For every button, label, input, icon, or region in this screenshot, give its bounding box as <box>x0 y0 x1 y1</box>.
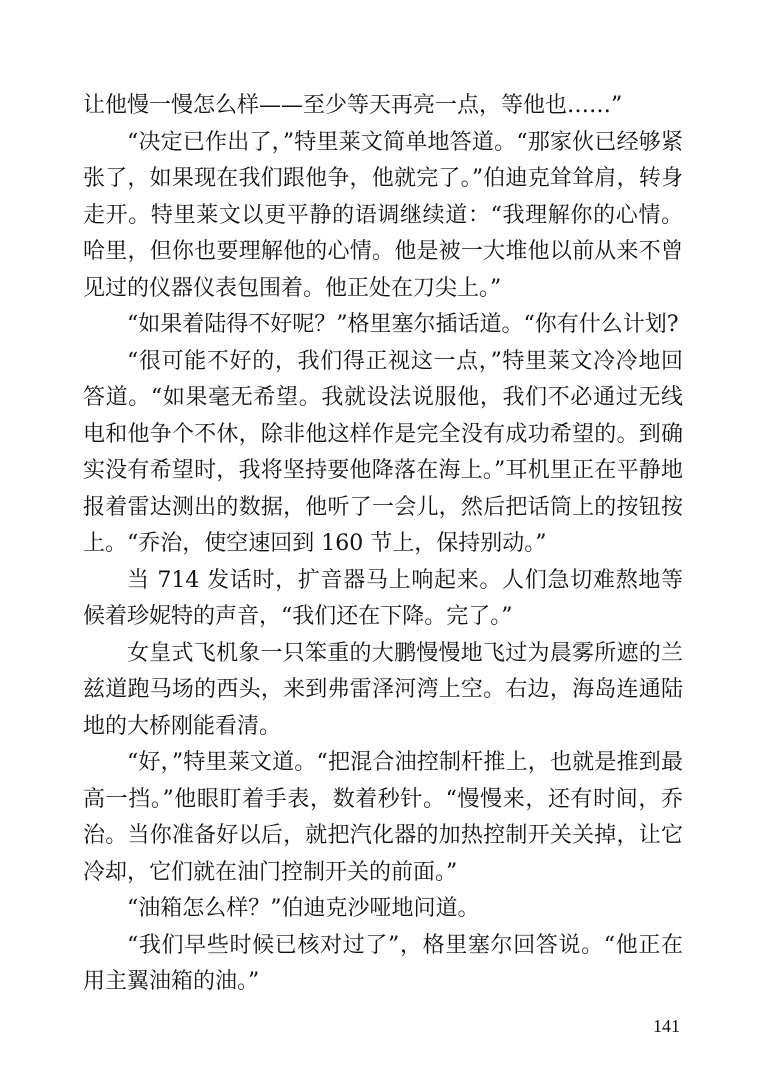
paragraph-3: “如果着陆得不好呢？”格里塞尔插话道。“你有什么计划? <box>127 312 679 337</box>
paragraph-9: “我们早些时候已核对过了”，格里塞尔回答说。“他正在用主翼油箱的油。” <box>83 932 683 994</box>
body-text <box>83 88 683 1001</box>
paragraph-1: 让他慢一慢怎么样——至少等天再亮一点，等他也……” <box>83 93 623 118</box>
paragraph-7: “好，”特里莱文道。“把混合油控制杆推上，也就是推到最高一挡。”他眼盯着手表，数着秒针。“慢慢来，还有时间，乔治。当你准备好以后，就把汽化器的加热控制开关关掉，让它冷却，它们就在油门控制开关的前面。” <box>83 750 683 885</box>
paragraph-4: “很可能不好的，我们得正视这一点，”特里莱文冷冷地回答道。“如果毫无希望。我就设法说服他，我们不必通过无线电和他争个不休，除非他这样作是完全没有成功希望的。到确实没有希望时，我将坚持要他降落在海上。”耳机里正在平静地报着雷达测出的数据，他听了一会儿，然后把话筒上的按钮按上。“乔治，使空速回到 160 节上，保持别动。” <box>83 348 683 556</box>
paragraph-2: “决定已作出了，”特里莱文简单地答道。“那家伙已经够紧张了，如果现在我们跟他争，他就完了。”伯迪克耸耸肩，转身走开。特里莱文以更平静的语调继续道：“我理解你的心情。哈里，但你也要理解他的心情。他是被一大堆他以前从来不曾见过的仪器仪表包围着。他正处在刀尖上。” <box>83 129 683 301</box>
paragraph-8: “油箱怎么样？”伯迪克沙哑地问道。 <box>127 896 480 921</box>
page-number: 141 <box>653 1016 680 1036</box>
paragraph-5: 当 714 发话时，扩音器马上响起来。人们急切难熬地等候着珍妮特的声音，“我们还在下降。完了。” <box>83 567 683 629</box>
paragraph-6: 女皇式飞机象一只笨重的大鹏慢慢地飞过为晨雾所遮的兰兹道跑马场的西头，来到弗雷泽河湾上空。右边，海岛连通陆地的大桥刚能看清。 <box>83 640 683 739</box>
